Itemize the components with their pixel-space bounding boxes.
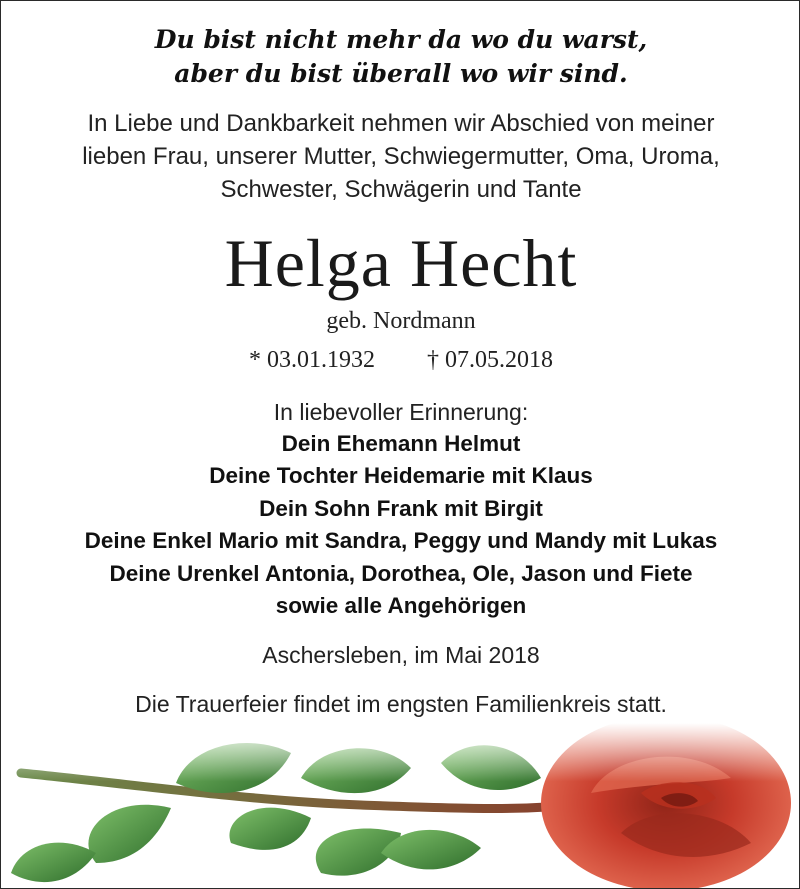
funeral-note: Die Trauerfeier findet im engsten Familienkreis statt. — [135, 691, 667, 717]
rose-illustration — [1, 723, 800, 889]
motto-line: aber du bist überall wo wir sind. — [174, 59, 628, 88]
maiden-name: geb. Nordmann — [326, 308, 476, 334]
motto-quote — [1, 23, 800, 91]
family-line: Deine Urenkel Antonia, Dorothea, Ole, Jason und Fiete — [109, 560, 693, 586]
family-line: Dein Sohn Frank mit Birgit — [259, 495, 543, 521]
family-line: Dein Ehemann Helmut — [281, 431, 521, 456]
intro-line: Schwester, Schwägerin und Tante — [220, 176, 582, 203]
memory-heading: In liebevoller Erinnerung: — [273, 399, 529, 425]
family-line: Deine Enkel Mario mit Sandra, Peggy und Mandy mit Lukas — [84, 528, 718, 554]
family-line: sowie alle Angehörigen — [275, 593, 527, 619]
intro-line: In Liebe und Dankbarkeit nehmen wir Abschied von meiner — [87, 110, 715, 137]
intro-text — [1, 107, 800, 206]
motto-line: Du bist nicht mehr da wo du warst, — [154, 25, 648, 54]
deceased-name: Helga Hecht — [224, 225, 578, 301]
life-dates — [1, 345, 800, 375]
family-list — [1, 428, 800, 622]
place-date: Aschersleben, im Mai 2018 — [262, 642, 540, 668]
family-line: Deine Tochter Heidemarie mit Klaus — [209, 463, 593, 489]
death-date: † 07.05.2018 — [427, 347, 553, 373]
intro-line: lieben Frau, unserer Mutter, Schwiegermutter, Oma, Uroma, — [82, 143, 720, 170]
birth-date: * 03.01.1932 — [249, 347, 375, 373]
